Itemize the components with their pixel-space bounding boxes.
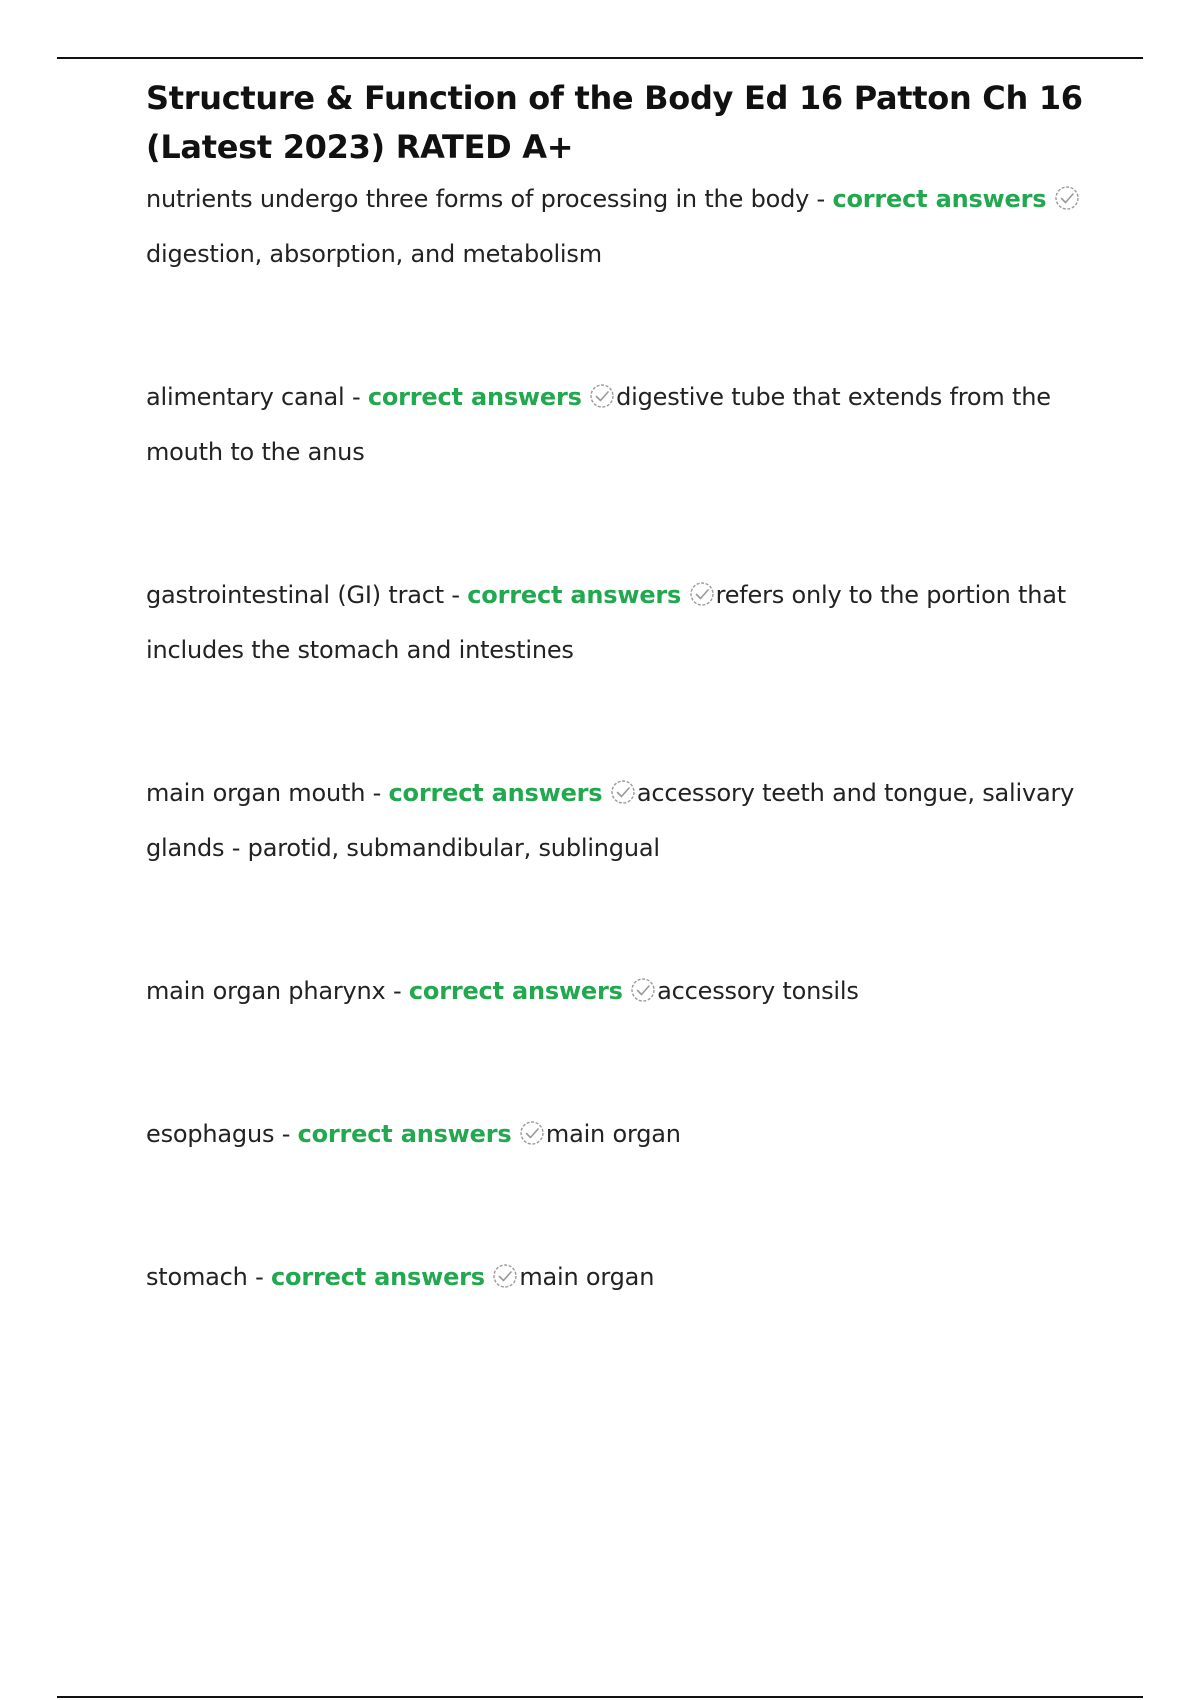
header-rule [57,57,1143,59]
qa-separator: - [247,1263,272,1291]
qa-answer: digestive tube that extends from the mouth to the anus [146,383,1051,466]
qa-answer: accessory tonsils [657,977,859,1005]
qa-term: gastrointestinal (GI) tract [146,581,444,609]
entry-spacer [146,1019,1096,1107]
qa-separator: - [365,779,389,807]
qa-list [146,172,1096,1305]
checkmark-badge-icon [1054,185,1080,211]
qa-entry [146,964,1096,1019]
entry-spacer [146,1162,1096,1250]
qa-answer: main organ [519,1263,655,1291]
qa-term: alimentary canal [146,383,345,411]
correct-answers-label: correct answers [271,1263,485,1291]
qa-entry [146,766,1096,876]
checkmark-badge-icon [492,1263,518,1289]
qa-separator: - [809,185,833,213]
qa-answer: main organ [545,1120,681,1148]
checkmark-badge-icon [689,581,715,607]
qa-entry [146,568,1096,678]
qa-answer: digestion, absorption, and metabolism [146,240,602,268]
correct-answers-label: correct answers [832,185,1047,213]
qa-separator: - [385,977,409,1005]
entry-spacer [146,282,1096,370]
checkmark-badge-icon [630,977,656,1003]
qa-separator: - [443,581,468,609]
entry-spacer [146,480,1096,568]
entry-spacer [146,876,1096,964]
correct-answers-label: correct answers [367,383,582,411]
footer-rule [57,1696,1143,1698]
checkmark-badge-icon [589,383,615,409]
qa-term: esophagus [146,1120,275,1148]
qa-entry [146,370,1096,480]
qa-entry [146,1250,1096,1305]
qa-separator: - [344,383,368,411]
document-title: Structure & Function of the Body Ed 16 Patton Ch 16 (Latest 2023) RATED A+ [146,79,1083,166]
checkmark-badge-icon [519,1120,545,1146]
qa-term: main organ mouth [146,779,366,807]
entry-spacer [146,678,1096,766]
correct-answers-label: correct answers [467,581,682,609]
correct-answers-label: correct answers [408,977,623,1005]
checkmark-badge-icon [610,779,636,805]
qa-term: nutrients undergo three forms of processing in the body [146,185,810,213]
document-body [146,74,1096,1305]
qa-term: stomach [146,1263,248,1291]
correct-answers-label: correct answers [297,1120,512,1148]
qa-answer: accessory teeth and tongue, salivary glands - parotid, submandibular, sublingual [146,779,1075,862]
qa-entry [146,1107,1096,1162]
correct-answers-label: correct answers [388,779,603,807]
qa-separator: - [274,1120,298,1148]
qa-answer: refers only to the portion that includes the stomach and intestines [146,581,1066,664]
qa-term: main organ pharynx [146,977,386,1005]
qa-entry [146,172,1096,282]
